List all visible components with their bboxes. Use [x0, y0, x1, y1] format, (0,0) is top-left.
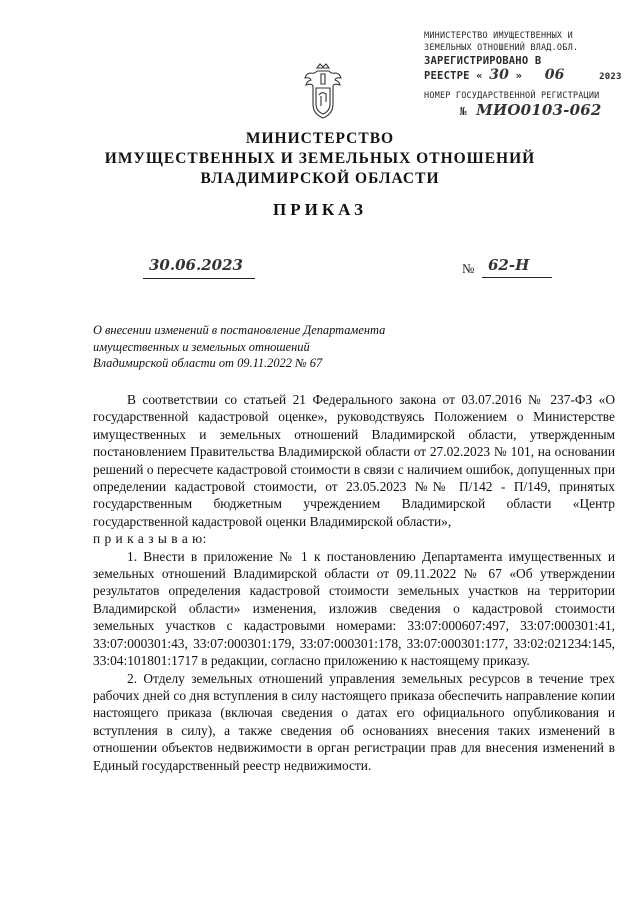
ministry-name-line-1: МИНИСТЕРСТВО — [245, 130, 395, 147]
subject-line-2: имущественных и земельных отношений — [93, 339, 310, 354]
order-date: 30.06.2023 — [149, 256, 243, 274]
order-number-sign: № — [462, 261, 475, 276]
order-number-field — [462, 256, 552, 278]
stamp-reg-year: 2023 — [599, 72, 622, 82]
item-2-paragraph: 2. Отделу земельных отношений управления земельных ресурсов в течение трех рабочих дней со дня вступления в силу настоящего приказа обеспечить направление копии настоящего приказа (включая сведения о датах его официального опубликования и вступления в силу), а также сведения об основаниях внесения таких изменений в отношении объектов недвижимости в орган регистрации прав для внесения изменений в Единый государственный реестр недвижимости. — [93, 670, 615, 773]
stamp-line-5: НОМЕР ГОСУДАРСТВЕННОЙ РЕГИСТРАЦИИ — [424, 91, 600, 101]
coat-of-arms-icon — [304, 62, 342, 122]
ministry-name-line-3: ВЛАДИМИРСКОЙ ОБЛАСТИ — [200, 170, 440, 187]
stamp-reg-day: 30 — [489, 67, 510, 83]
order-body — [93, 391, 615, 774]
stamp-reg-month: 06 — [544, 67, 565, 83]
stamp-line-2: ЗЕМЕЛЬНЫХ ОТНОШЕНИЙ ВЛАД.ОБЛ. — [424, 43, 579, 53]
prikazyvayu-word: п р и к а з ы в а ю: — [93, 531, 207, 547]
registration-stamp — [424, 30, 629, 119]
subject-line-1: О внесении изменений в постановление Департамента — [93, 323, 386, 337]
stamp-registry-label: РЕЕСТРЕ « — [424, 70, 483, 82]
stamp-line-4 — [424, 68, 629, 84]
stamp-line-1: МИНИСТЕРСТВО ИМУЩЕСТВЕННЫХ И — [424, 31, 573, 41]
item-1-paragraph: 1. Внести в приложение № 1 к постановлению Департамента имущественных и земельных отношений Владимирской области от 09.11.2022 № 67 «Об утверждении результатов определения кадастровой стоимости земельных участков на территории Владимирской области» изменения, изложив сведения о кадастровой стоимости земельных участков с кадастровыми номерами: 33:07:000607:497, 33:07:000301:41, 33:07:000301:43, 33:07:000301:179, 33:07:000301:178, 33:07:000301:177, 33:02:021234:145, 33:04:101801:1717 в редакции, согласно приложению к настоящему приказу. — [93, 548, 615, 669]
ministry-name-line-2: ИМУЩЕСТВЕННЫХ И ЗЕМЕЛЬНЫХ ОТНОШЕНИЙ — [104, 150, 536, 167]
subject-line-3: Владимирской области от 09.11.2022 № 67 — [93, 356, 323, 370]
stamp-number-sign: № — [460, 105, 467, 118]
order-subject — [93, 322, 423, 372]
preamble-paragraph: В соответствии со статьей 21 Федерального закона от 03.07.2016 № 237-ФЗ «О государственной кадастровой оценке», руководствуясь Положением о Министерстве имущественных и земельных отношений Владимирской области, утвержденным постановлением Правительства Владимирской области от 27.02.2023 № 101, на основании решений о пересчете кадастровой стоимости в связи с наличием ошибок, допущенных при определении кадастровой стоимости, от 23.05.2023 №№ П/142 - П/149, принятых государственным бюджетным учреждением Владимирской области «Центр государственной кадастровой оценки Владимирской области», — [93, 392, 615, 529]
stamp-line-3: ЗАРЕГИСТРИРОВАНО В — [424, 55, 542, 67]
document-type: ПРИКАЗ — [273, 200, 367, 219]
order-date-field — [143, 256, 255, 279]
stamp-reg-number: МИО0103-062 — [476, 101, 602, 119]
order-number: 62-Н — [488, 256, 530, 274]
stamp-quote: » — [515, 70, 523, 82]
stamp-line-6 — [424, 101, 629, 119]
